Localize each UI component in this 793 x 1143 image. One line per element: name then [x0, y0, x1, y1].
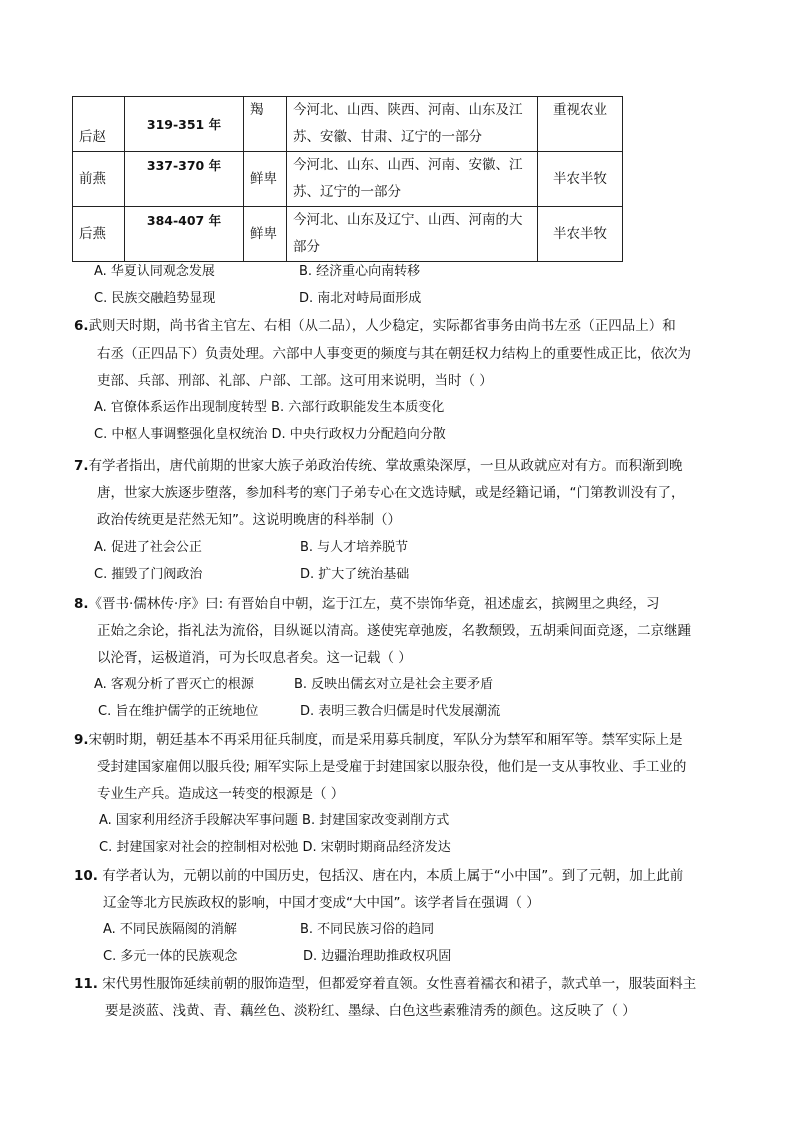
q9-line-1 [74, 730, 683, 750]
q8-line-2: 正始之余论，指礼法为流俗，目纵诞以清高。遂使宪章弛废，名教颓毁，五胡乘间面竞逐，二京继踵 [97, 623, 691, 639]
q7-option-a: A. 促进了社会公正 [94, 540, 202, 555]
q6-line-3: 吏部、兵部、刑部、礼部、户部、工部。这可用来说明，当时（ ） [97, 373, 493, 389]
q8-line-3: 以沦胥，运极道消，可为长叹息者矣。这一记载（ ） [97, 650, 412, 666]
table-cell-ethnic: 鲜卑 [244, 207, 287, 262]
table-cell-economy: 半农半牧 [538, 152, 623, 207]
q9-line-3: 专业生产兵。造成这一转变的根源是（ ） [97, 786, 345, 802]
q5-option-a: A. 华夏认同观念发展 [94, 264, 215, 279]
q10-option-c: C. 多元一体的民族观念 [103, 949, 238, 964]
q6-number: 6. [74, 318, 89, 334]
table-cell-name: 前燕 [73, 152, 125, 207]
table-row [73, 152, 623, 207]
q8-number: 8. [74, 596, 89, 612]
q9-line-2: 受封建国家雇佣以服兵役; 厢军实际上是受雇于封建国家以服杂役，他们是一支从事牧业、手工业的 [97, 759, 687, 775]
q8-option-b: B. 反映出儒玄对立是社会主要矛盾 [294, 677, 494, 692]
table-cell-years: 337-370 年 [125, 152, 244, 207]
q10-number: 10. [74, 868, 98, 884]
table-cell-name: 后燕 [73, 207, 125, 262]
q10-option-a: A. 不同民族隔阂的消解 [103, 922, 237, 937]
q6-line-1 [74, 316, 676, 336]
region-line: 苏、安徽、甘肃、辽宁的一部分 [293, 129, 482, 145]
region-line: 部分 [293, 239, 320, 255]
q5-option-b: B. 经济重心向南转移 [299, 264, 421, 279]
region-line: 今河北、山东、山西、河南、安徽、江 [293, 157, 523, 173]
table-row [73, 97, 623, 152]
q6-options-cd: C. 中枢人事调整强化皇权统治 D. 中央行政权力分配趋向分散 [94, 427, 446, 442]
q9-options-cd: C. 封建国家对社会的控制相对松弛 D. 宋朝时期商品经济发达 [99, 840, 451, 855]
q7-option-d: D. 扩大了统治基础 [300, 567, 410, 582]
table-cell-ethnic: 鲜卑 [244, 152, 287, 207]
table-cell-years: 319-351 年 [125, 97, 244, 152]
table-cell-region [287, 97, 538, 152]
table-cell-economy: 重视农业 [538, 97, 623, 152]
table-cell-name: 后赵 [73, 97, 125, 152]
table-row [73, 207, 623, 262]
table-cell-region [287, 152, 538, 207]
q7-option-b: B. 与人才培养脱节 [300, 540, 409, 555]
q8-option-a: A. 客观分析了晋灭亡的根源 [94, 677, 254, 692]
dynasty-table [72, 96, 623, 262]
q8-option-d: D. 表明三教合归儒是时代发展潮流 [300, 704, 501, 719]
q8-option-c: C. 旨在维护儒学的正统地位 [98, 704, 259, 719]
q7-number: 7. [74, 458, 89, 474]
q10-text: 有学者认为，元朝以前的中国历史，包括汉、唐在内，本质上属于“小中国”。到了元朝，加上此前 [102, 868, 684, 884]
q11-line-1 [74, 974, 696, 994]
q9-options-ab: A. 国家利用经济手段解决军事问题 B. 封建国家改变剥削方式 [99, 813, 450, 828]
q5-option-d: D. 南北对峙局面形成 [299, 291, 422, 306]
q9-text: 宋朝时期，朝廷基本不再采用征兵制度，而是采用募兵制度，军队分为禁军和厢军等。禁军实际上是 [88, 732, 683, 748]
q10-option-b: B. 不同民族习俗的趋同 [300, 922, 435, 937]
q9-number: 9. [74, 732, 89, 748]
q10-line-1 [74, 866, 683, 886]
q8-text: 《晋书·儒林传·序》曰: 有晋始自中朝，迄于江左，莫不崇饰华竟，祖述虚玄，摈阙里之典经，习 [88, 596, 660, 612]
q7-line-1 [74, 456, 683, 476]
region-line: 今河北、山东及辽宁、山西、河南的大 [293, 212, 523, 228]
q6-options-ab: A. 官僚体系运作出现制度转型 B. 六部行政职能发生本质变化 [94, 400, 445, 415]
table-cell-economy: 半农半牧 [538, 207, 623, 262]
q11-number: 11. [74, 976, 98, 992]
table-cell-ethnic: 羯 [244, 97, 287, 152]
q6-text: 武则天时期，尚书省主官左、右相（从二品），人少稳定，实际都省事务由尚书左丞（正四品上）和 [88, 318, 676, 334]
q8-line-1 [74, 594, 659, 614]
q7-line-2: 唐，世家大族逐步堕落，参加科考的寒门子弟专心在文选诗赋，或是经籍记诵，“门第教训没有了， [97, 485, 685, 501]
table-cell-years: 384-407 年 [125, 207, 244, 262]
q5-option-c: C. 民族交融趋势显现 [94, 291, 216, 306]
q11-text: 宋代男性服饰延续前朝的服饰造型，但都爱穿着直领。女性喜着襦衣和裙子，款式单一，服装面料主 [102, 976, 697, 992]
q7-option-c: C. 摧毁了门阀政治 [94, 567, 203, 582]
table-cell-region [287, 207, 538, 262]
q10-option-d: D. 边疆治理助推政权巩固 [303, 949, 452, 964]
region-line: 今河北、山西、陕西、河南、山东及江 [293, 102, 523, 118]
q6-line-2: 右丞（正四品下）负责处理。六部中人事变更的频度与其在朝廷权力结构上的重要性成正比，依次为 [97, 346, 691, 362]
q11-line-2: 要是淡蓝、浅黄、青、藕丝色、淡粉红、墨绿、白色这些素雅清秀的颜色。这反映了（ ） [105, 1003, 636, 1019]
q7-line-3: 政治传统更是茫然无知”。这说明晚唐的科举制（） [97, 512, 401, 528]
region-line: 苏、辽宁的一部分 [293, 184, 401, 200]
q7-text: 有学者指出，唐代前期的世家大族子弟政治传统、掌故熏染深厚，一旦从政就应对有方。而积渐到晚 [88, 458, 683, 474]
q10-line-2: 辽金等北方民族政权的影响，中国才变成“大中国”。该学者旨在强调（ ） [103, 895, 540, 911]
